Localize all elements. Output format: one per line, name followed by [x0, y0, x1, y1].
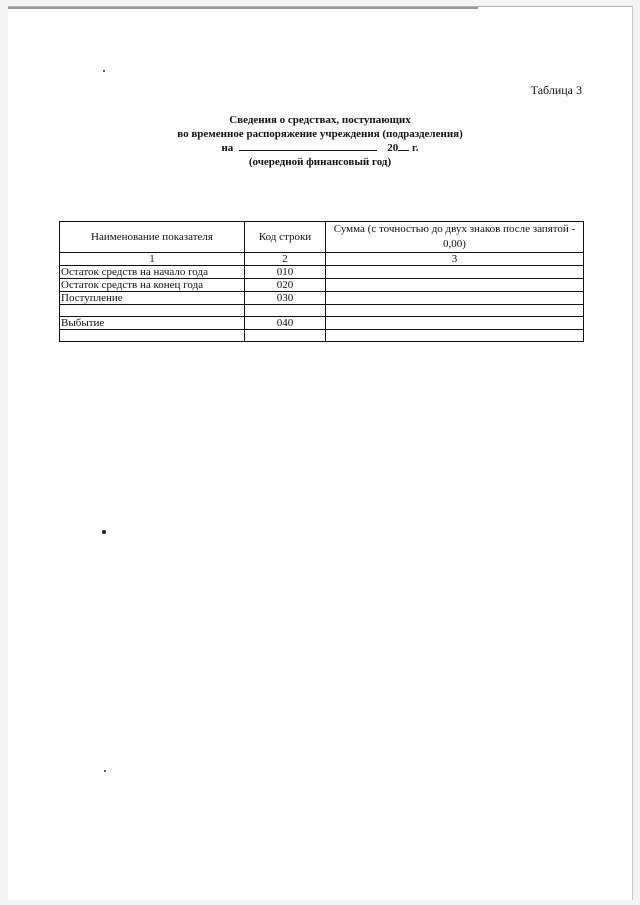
row-sum [326, 292, 584, 305]
row-sum [326, 330, 584, 342]
row-name: Выбытие [60, 317, 245, 330]
table-row [60, 292, 584, 305]
table-row [60, 330, 584, 342]
header-line-code: Код строки [245, 222, 326, 253]
funds-table [59, 221, 584, 342]
date-year-prefix: 20 [387, 142, 399, 154]
header-indicator-name: Наименование показателя [60, 222, 245, 253]
row-code [245, 305, 326, 317]
row-name: Поступление [60, 292, 245, 305]
scan-speck [102, 530, 106, 534]
row-code: 030 [245, 292, 326, 305]
scan-speck [103, 70, 105, 72]
table-row [60, 266, 584, 279]
heading-caption: (очередной финансовый год) [248, 156, 392, 168]
heading-date-line [8, 141, 632, 155]
header-sum: Сумма (с точностью до двух знаков после запятой - 0,00) [326, 222, 584, 253]
row-name: Остаток средств на начало года [60, 266, 245, 279]
row-name: Остаток средств на конец года [60, 279, 245, 292]
row-sum [326, 266, 584, 279]
table-header-row [60, 222, 584, 253]
year-blank-field [398, 149, 409, 151]
scan-speck [104, 770, 106, 772]
column-number-row [60, 253, 584, 266]
row-code: 020 [245, 279, 326, 292]
document-page [8, 6, 633, 900]
row-code [245, 330, 326, 342]
column-number: 3 [326, 253, 584, 266]
column-number: 1 [60, 253, 245, 266]
row-code: 040 [245, 317, 326, 330]
row-name [60, 305, 245, 317]
table-number-label: Таблица 3 [530, 83, 582, 97]
report-heading [8, 113, 632, 169]
row-sum [326, 305, 584, 317]
row-sum [326, 279, 584, 292]
heading-line-1: Сведения о средствах, поступающих [229, 114, 411, 126]
table-row [60, 317, 584, 330]
heading-line-2: во временное распоряжение учреждения (подразделения) [177, 128, 463, 140]
row-sum [326, 317, 584, 330]
date-prefix: на [221, 142, 234, 154]
row-code: 010 [245, 266, 326, 279]
column-number: 2 [245, 253, 326, 266]
table-row [60, 305, 584, 317]
table-row [60, 279, 584, 292]
row-name [60, 330, 245, 342]
date-suffix: г. [412, 142, 419, 154]
date-blank-field [239, 149, 377, 151]
page-top-edge [8, 7, 478, 9]
